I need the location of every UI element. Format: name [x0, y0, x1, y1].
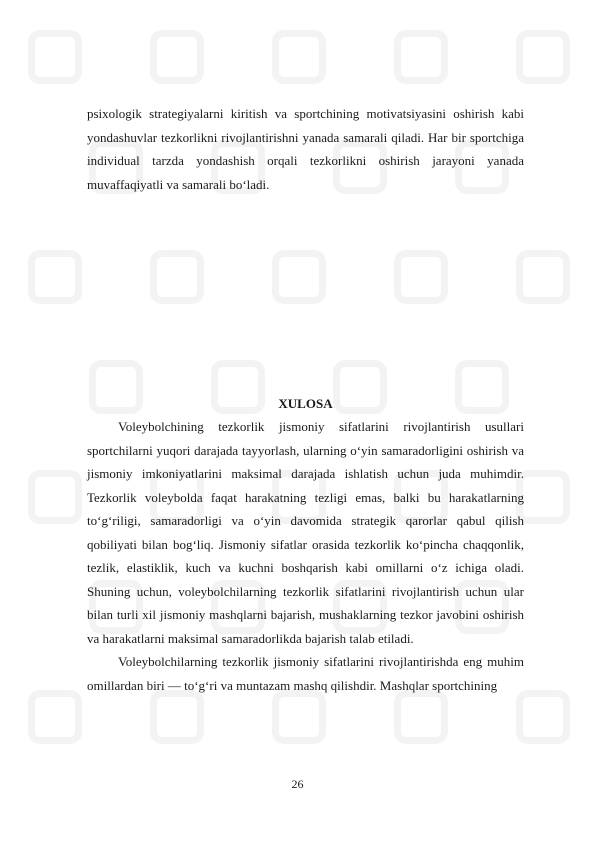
body-paragraph: Voleybolchilarning tezkorlik jismoniy sifatlarini rivojlantirishda eng muhim omillardan biri — to‘g‘ri va muntazam mashq qilishdir. Mashqlar sportchining	[87, 654, 524, 693]
section-heading: XULOSA	[278, 396, 333, 411]
body-paragraph: Voleybolchining tezkorlik jismoniy sifatlarini rivojlantirish usullari sportchilarni yuqori darajada tayyorlash, ularning o‘yin samaradorligini oshirish va jismoniy imkoniyatlarini maksimal darajada ishlatish uchun juda muhimdir. Tezkorlik voleybolda faqat harakatning tezligi emas, balki bu harakatlarning to‘g‘riligi, samaradorligi va o‘yin davomida strategik qarorlar qabul qilish qobiliyati bilan bog‘liq. Jismoniy sifatlar orasida tezkorlik ko‘pincha chaqqonlik, tezlik, elastiklik, kuch va kuchni boshqarish kabi omillarni o‘z ichiga oladi. Shuning uchun, voleybolchilarning tezkorlik sifatlarini rivojlantirish uchun ular bilan turli xil jismoniy mashqlarni bajarish, mushaklarning tezkor javobini oshirish va harakatlarni maksimal samaradorlikda bajarish talab etiladi.	[87, 419, 524, 646]
intro-paragraph: psixologik strategiyalarni kiritish va sportchining motivatsiyasini oshirish kabi yondashuvlar tezkorlikni rivojlantirishni yanada samarali qiladi. Har bir sportchiga individual tarzda yondashish orqali tezkorlikni oshirish jarayoni yanada muvaffaqiyatli va samarali bo‘ladi.	[87, 106, 524, 192]
conclusion-body	[87, 415, 524, 697]
page-number: 26	[291, 777, 304, 791]
intro-paragraph-block	[87, 102, 524, 196]
